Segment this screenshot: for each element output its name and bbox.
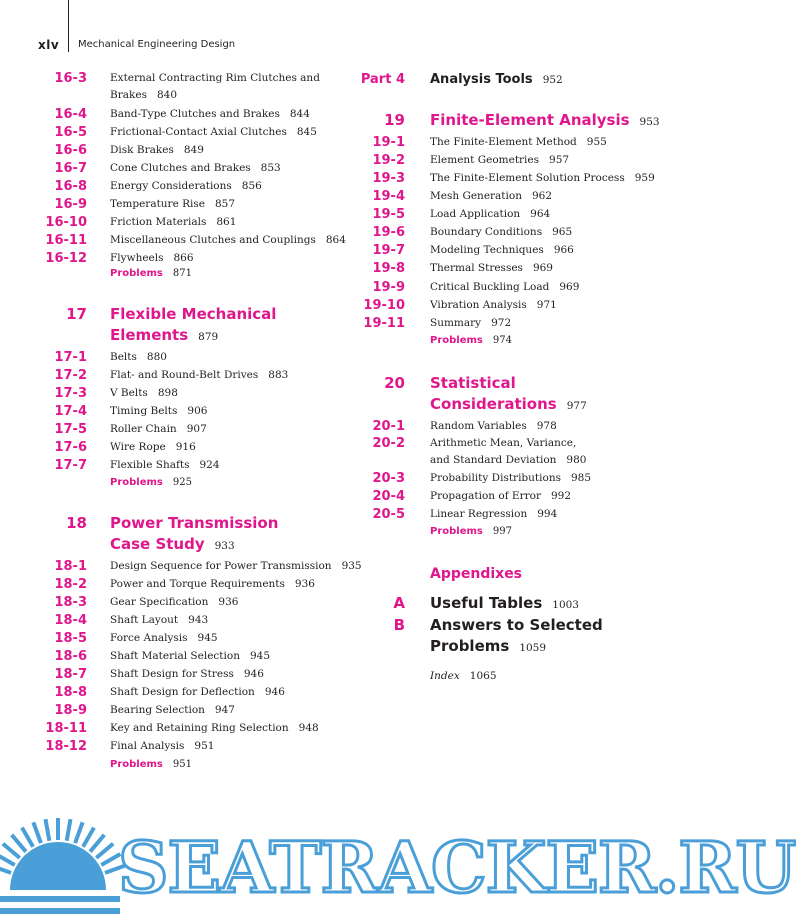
section-title: Final Analysis 951 bbox=[110, 740, 215, 752]
section-title: Mesh Generation 962 bbox=[430, 190, 553, 202]
appendix-title: Problems 1059 bbox=[430, 637, 547, 655]
section-number: 18-3 bbox=[54, 595, 87, 610]
section-title: Band-Type Clutches and Brakes 844 bbox=[110, 108, 310, 120]
section-number: 16-11 bbox=[45, 233, 87, 248]
page-ref: 936 bbox=[294, 578, 315, 590]
page-ref: 972 bbox=[491, 317, 512, 329]
sun-logo-icon bbox=[0, 812, 120, 922]
index-label: Index bbox=[430, 670, 460, 682]
part-label: Part 4 bbox=[360, 72, 405, 87]
section-number: 17-1 bbox=[54, 350, 87, 365]
section-title: Modeling Techniques 966 bbox=[430, 244, 574, 256]
section-title: Thermal Stresses 969 bbox=[430, 262, 553, 274]
section-number: 18-4 bbox=[54, 613, 87, 628]
section-title: Temperature Rise 857 bbox=[110, 198, 236, 210]
page-ref: 965 bbox=[552, 226, 573, 238]
section-title: Vibration Analysis 971 bbox=[430, 299, 557, 311]
page-ref: 992 bbox=[550, 490, 572, 502]
page-ref: 946 bbox=[264, 686, 285, 698]
section-number: 20-4 bbox=[372, 489, 405, 504]
section-title: Arithmetic Mean, Variance, bbox=[430, 437, 577, 449]
section-title: Linear Regression 994 bbox=[430, 508, 558, 520]
section-title: V Belts 898 bbox=[110, 387, 178, 399]
section-title: Flat- and Round-Belt Drives 883 bbox=[110, 369, 289, 381]
page-number: xlv bbox=[38, 38, 60, 52]
page-ref: 952 bbox=[542, 74, 563, 86]
section-number: 16-9 bbox=[54, 197, 87, 212]
section-number: 18-5 bbox=[54, 631, 87, 646]
section-number: 18-8 bbox=[54, 685, 87, 700]
section-title: Propagation of Error 992 bbox=[430, 490, 572, 502]
section-number: 19-3 bbox=[372, 171, 405, 186]
page-ref: 844 bbox=[289, 108, 310, 120]
section-title: External Contracting Rim Clutches and bbox=[110, 72, 320, 84]
problems-link: Problems 951 bbox=[110, 759, 192, 770]
section-number: 18-1 bbox=[54, 559, 87, 574]
sun-ray bbox=[90, 835, 104, 852]
index-entry bbox=[430, 670, 497, 682]
sun-ray bbox=[3, 844, 20, 858]
problems-link: Problems 871 bbox=[110, 268, 192, 279]
section-number: 18-6 bbox=[54, 649, 87, 664]
chapter-title: Power Transmission bbox=[110, 514, 279, 532]
page-ref: 898 bbox=[157, 387, 178, 399]
page-ref: 974 bbox=[492, 335, 512, 346]
header-divider bbox=[68, 0, 69, 52]
section-title: Gear Specification 936 bbox=[110, 596, 239, 608]
section-number: 19-5 bbox=[372, 207, 405, 222]
section-title: Timing Belts 906 bbox=[110, 405, 208, 417]
page-ref: 871 bbox=[172, 268, 192, 279]
section-title: Shaft Design for Stress 946 bbox=[110, 668, 264, 680]
page-ref: 957 bbox=[549, 154, 570, 166]
section-title: Random Variables 978 bbox=[430, 420, 557, 432]
page-ref: 864 bbox=[325, 234, 346, 246]
section-number: 17-5 bbox=[54, 422, 87, 437]
page-ref: 964 bbox=[530, 208, 551, 220]
page-ref: 953 bbox=[639, 116, 660, 128]
section-title: Cone Clutches and Brakes 853 bbox=[110, 162, 281, 174]
page-ref: 1065 bbox=[469, 670, 497, 682]
page-ref: 935 bbox=[341, 560, 362, 572]
section-number: 16-7 bbox=[54, 161, 87, 176]
page-ref: 936 bbox=[218, 596, 239, 608]
page-ref: 969 bbox=[532, 262, 553, 274]
page-ref: 948 bbox=[298, 722, 319, 734]
section-number: 18-9 bbox=[54, 703, 87, 718]
section-title: Element Geometries 957 bbox=[430, 154, 570, 166]
section-number: 19-8 bbox=[372, 261, 405, 276]
section-title: Friction Materials 861 bbox=[110, 216, 237, 228]
page-ref: 980 bbox=[566, 454, 587, 466]
section-number: 19-7 bbox=[372, 243, 405, 258]
section-number: 18-12 bbox=[45, 739, 87, 754]
page-ref: 916 bbox=[175, 441, 196, 453]
sun-ray bbox=[45, 819, 49, 841]
section-number: 16-12 bbox=[45, 251, 87, 266]
page-ref: 861 bbox=[216, 216, 237, 228]
section-title: Key and Retaining Ring Selection 948 bbox=[110, 722, 319, 734]
section-title: Wire Rope 916 bbox=[110, 441, 196, 453]
section-title: Force Analysis 945 bbox=[110, 632, 218, 644]
section-title: Bearing Selection 947 bbox=[110, 704, 235, 716]
chapter-number: 20 bbox=[384, 374, 405, 392]
section-number: 18-7 bbox=[54, 667, 87, 682]
section-title: Roller Chain 907 bbox=[110, 423, 207, 435]
page-ref: 962 bbox=[531, 190, 553, 202]
page-ref: 856 bbox=[241, 180, 262, 192]
page-ref: 945 bbox=[197, 632, 218, 644]
page-ref: 969 bbox=[559, 281, 580, 293]
chapter-title: Elements 879 bbox=[110, 326, 219, 344]
page-ref: 853 bbox=[260, 162, 281, 174]
chapter-title: Flexible Mechanical bbox=[110, 305, 277, 323]
section-number: 18-2 bbox=[54, 577, 87, 592]
page-ref: 966 bbox=[553, 244, 574, 256]
page-ref: 1059 bbox=[519, 642, 547, 654]
section-title: Shaft Material Selection 945 bbox=[110, 650, 271, 662]
page-ref: 951 bbox=[172, 759, 192, 770]
sun-ray bbox=[75, 822, 83, 843]
watermark bbox=[0, 812, 796, 922]
page-ref: 925 bbox=[172, 477, 192, 488]
page-ref: 945 bbox=[249, 650, 271, 662]
page-ref: 943 bbox=[188, 614, 209, 626]
page-ref: 994 bbox=[537, 508, 558, 520]
page-ref: 857 bbox=[215, 198, 236, 210]
section-number: 20-5 bbox=[372, 507, 405, 522]
section-number: 16-6 bbox=[54, 143, 87, 158]
appendix-title: Answers to Selected bbox=[430, 616, 603, 634]
section-number: 20-2 bbox=[372, 436, 405, 451]
section-number: 19-1 bbox=[372, 135, 405, 150]
section-number: 16-8 bbox=[54, 179, 87, 194]
section-title: Flexible Shafts 924 bbox=[110, 459, 220, 471]
section-number: 19-9 bbox=[372, 280, 405, 295]
chapter-title: Finite-Element Analysis 953 bbox=[430, 111, 660, 129]
book-title: Mechanical Engineering Design bbox=[78, 39, 236, 50]
sun-ray bbox=[12, 835, 26, 852]
section-number: 17-6 bbox=[54, 440, 87, 455]
section-title: Energy Considerations 856 bbox=[110, 180, 262, 192]
problems-link: Problems 997 bbox=[430, 526, 512, 537]
page-ref: 959 bbox=[634, 172, 655, 184]
section-title: Belts 880 bbox=[110, 351, 167, 363]
section-title: and Standard Deviation 980 bbox=[430, 454, 587, 466]
section-title: Design Sequence for Power Transmission 935 bbox=[110, 560, 362, 572]
part-title: Analysis Tools 952 bbox=[430, 72, 563, 87]
section-number: 16-5 bbox=[54, 125, 87, 140]
section-title: The Finite-Element Method 955 bbox=[430, 136, 607, 148]
page-ref: 997 bbox=[492, 526, 512, 537]
page-ref: 879 bbox=[198, 331, 219, 343]
sun-ray bbox=[0, 854, 15, 865]
section-number: 17-7 bbox=[54, 458, 87, 473]
section-number: 19-6 bbox=[372, 225, 405, 240]
section-number: 19-4 bbox=[372, 189, 405, 204]
page-ref: 849 bbox=[183, 144, 204, 156]
section-number: 17-4 bbox=[54, 404, 87, 419]
section-title: Disk Brakes 849 bbox=[110, 144, 204, 156]
section-number: 20-3 bbox=[372, 471, 405, 486]
sun-ray bbox=[33, 822, 41, 843]
chapter-title: Case Study 933 bbox=[110, 535, 235, 553]
page-ref: 977 bbox=[566, 400, 587, 412]
page-ref: 906 bbox=[187, 405, 208, 417]
section-number: 19-10 bbox=[363, 298, 405, 313]
problems-link: Problems 925 bbox=[110, 477, 192, 488]
appendix-letter: B bbox=[393, 616, 405, 634]
section-title: Flywheels 866 bbox=[110, 252, 194, 264]
page-ref: 978 bbox=[536, 420, 557, 432]
section-title: Shaft Layout 943 bbox=[110, 614, 209, 626]
appendix-letter: A bbox=[393, 594, 405, 612]
section-title: Summary 972 bbox=[430, 317, 512, 329]
sun-ray bbox=[83, 828, 94, 847]
page-ref: 1003 bbox=[552, 599, 579, 611]
appendix-title: Useful Tables 1003 bbox=[430, 594, 579, 612]
page-ref: 951 bbox=[194, 740, 215, 752]
page-ref: 880 bbox=[146, 351, 167, 363]
page-ref: 933 bbox=[214, 540, 235, 552]
section-number: 16-10 bbox=[45, 215, 87, 230]
chapter-title: Considerations 977 bbox=[430, 395, 587, 413]
section-title: Boundary Conditions 965 bbox=[430, 226, 573, 238]
section-title: Critical Buckling Load 969 bbox=[430, 281, 580, 293]
section-title: The Finite-Element Solution Process 959 bbox=[430, 172, 655, 184]
page-ref: 883 bbox=[268, 369, 289, 381]
section-number: 18-11 bbox=[45, 721, 87, 736]
section-number: 17-2 bbox=[54, 368, 87, 383]
appendixes-heading: Appendixes bbox=[430, 566, 523, 582]
page-ref: 955 bbox=[586, 136, 607, 148]
section-number: 16-3 bbox=[54, 71, 87, 86]
section-title: Brakes 840 bbox=[110, 89, 178, 101]
section-number: 19-11 bbox=[363, 316, 405, 331]
section-title: Power and Torque Requirements 936 bbox=[110, 578, 315, 590]
section-number: 16-4 bbox=[54, 107, 87, 122]
page-ref: 907 bbox=[186, 423, 207, 435]
page-ref: 947 bbox=[214, 704, 235, 716]
section-number: 20-1 bbox=[372, 419, 405, 434]
chapter-number: 18 bbox=[66, 514, 87, 532]
page-ref: 971 bbox=[536, 299, 557, 311]
sun-ray bbox=[22, 828, 33, 847]
section-title: Shaft Design for Deflection 946 bbox=[110, 686, 285, 698]
chapter-title: Statistical bbox=[430, 374, 516, 392]
section-title: Miscellaneous Clutches and Couplings 864 bbox=[110, 234, 346, 246]
page-ref: 985 bbox=[570, 472, 592, 484]
problems-link: Problems 974 bbox=[430, 335, 512, 346]
section-number: 17-3 bbox=[54, 386, 87, 401]
page-ref: 924 bbox=[199, 459, 220, 471]
page-ref: 845 bbox=[296, 126, 317, 138]
chapter-number: 17 bbox=[66, 305, 87, 323]
watermark-text: SEATRACKER.RU bbox=[118, 826, 796, 909]
page-ref: 866 bbox=[173, 252, 194, 264]
page-ref: 946 bbox=[243, 668, 264, 680]
page-ref: 840 bbox=[156, 89, 178, 101]
sun-ray bbox=[0, 865, 11, 873]
sun-ray bbox=[96, 844, 113, 858]
section-title: Frictional-Contact Axial Clutches 845 bbox=[110, 126, 317, 138]
sun-ray bbox=[67, 819, 71, 841]
section-number: 19-2 bbox=[372, 153, 405, 168]
chapter-number: 19 bbox=[384, 111, 405, 129]
section-title: Load Application 964 bbox=[430, 208, 551, 220]
section-title: Probability Distributions 985 bbox=[430, 472, 592, 484]
